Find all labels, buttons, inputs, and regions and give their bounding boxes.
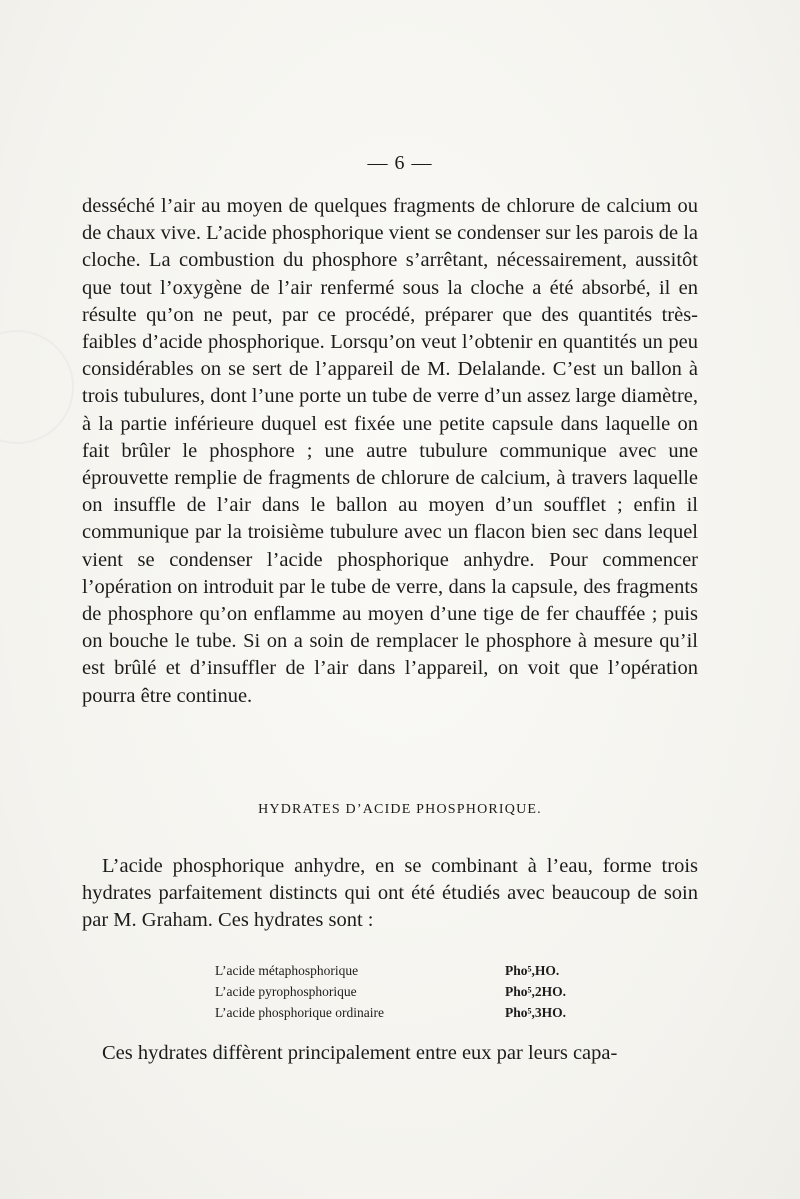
paragraph-3-text: Ces hydrates diffèrent principalement entre eux par leurs capa-	[102, 1042, 618, 1064]
hydrate-name: L’acide métaphosphorique	[215, 963, 359, 978]
hydrate-formula: Pho⁵,3HO.	[505, 1005, 567, 1020]
hydrate-name: L’acide phosphorique ordinaire	[215, 1005, 384, 1020]
body-paragraph-3	[82, 1040, 698, 1067]
page-number: — 6 —	[367, 152, 433, 174]
hydrate-row	[215, 981, 595, 1002]
paragraph-1-text: desséché l’air au moyen de quelques fragments de chlorure de calcium ou de chaux vive. L’acide phosphorique vient se condenser sur les parois de la cloche. La combustion du phosphore s’arrêtant, nécessairement, aussitôt que tout l’oxygène de l’air renfermé sous la cloche a été absorbé, il en résulte qu’on ne peut, par ce procédé, préparer que des quantités très-faibles d’acide phosphorique. Lorsqu’on veut l’obtenir en quantités un peu considérables on se sert de l’appareil de M. Delalande. C’est un ballon à trois tubulures, dont l’une porte un tube de verre d’un assez large diamètre, à la partie inférieure duquel est fixée une petite capsule dans laquelle on fait brûler le phosphore ; une autre tubulure communique avec une éprouvette remplie de fragments de chlorure de calcium, à travers laquelle on insuffle de l’air dans le ballon au moyen d’un soufflet ; enfin il communique par la troisième tubulure avec un flacon bien sec dans lequel vient se condenser l’acide phosphorique anhydre. Pour commencer l’opération on introduit par le tube de verre, dans la capsule, des fragments de phosphore qu’on enflamme au moyen d’une tige de fer chauffée ; puis on bouche le tube. Si on a soin de remplacer le phosphore à mesure qu’il est brûlé et d’insuffler de l’air dans l’appareil, on voit que l’opération pourra être continue.	[82, 195, 698, 707]
paragraph-2-text: L’acide phosphorique anhydre, en se combinant à l’eau, forme trois hydrates parfaitement distincts qui ont été étudiés avec beaucoup de soin par M. Graham. Ces hydrates sont :	[82, 855, 698, 932]
hydrate-name: L’acide pyrophosphorique	[215, 984, 357, 999]
hydrates-list	[215, 960, 595, 1023]
hydrate-formula: Pho⁵,2HO.	[505, 984, 567, 999]
hydrate-row	[215, 1002, 595, 1023]
section-heading: HYDRATES D’ACIDE PHOSPHORIQUE.	[258, 802, 542, 817]
body-paragraph-2	[82, 853, 698, 935]
faded-library-stamp	[0, 330, 74, 444]
hydrate-row	[215, 960, 595, 981]
hydrate-formula: Pho⁵,HO.	[505, 963, 560, 978]
body-paragraph-1	[82, 193, 698, 710]
